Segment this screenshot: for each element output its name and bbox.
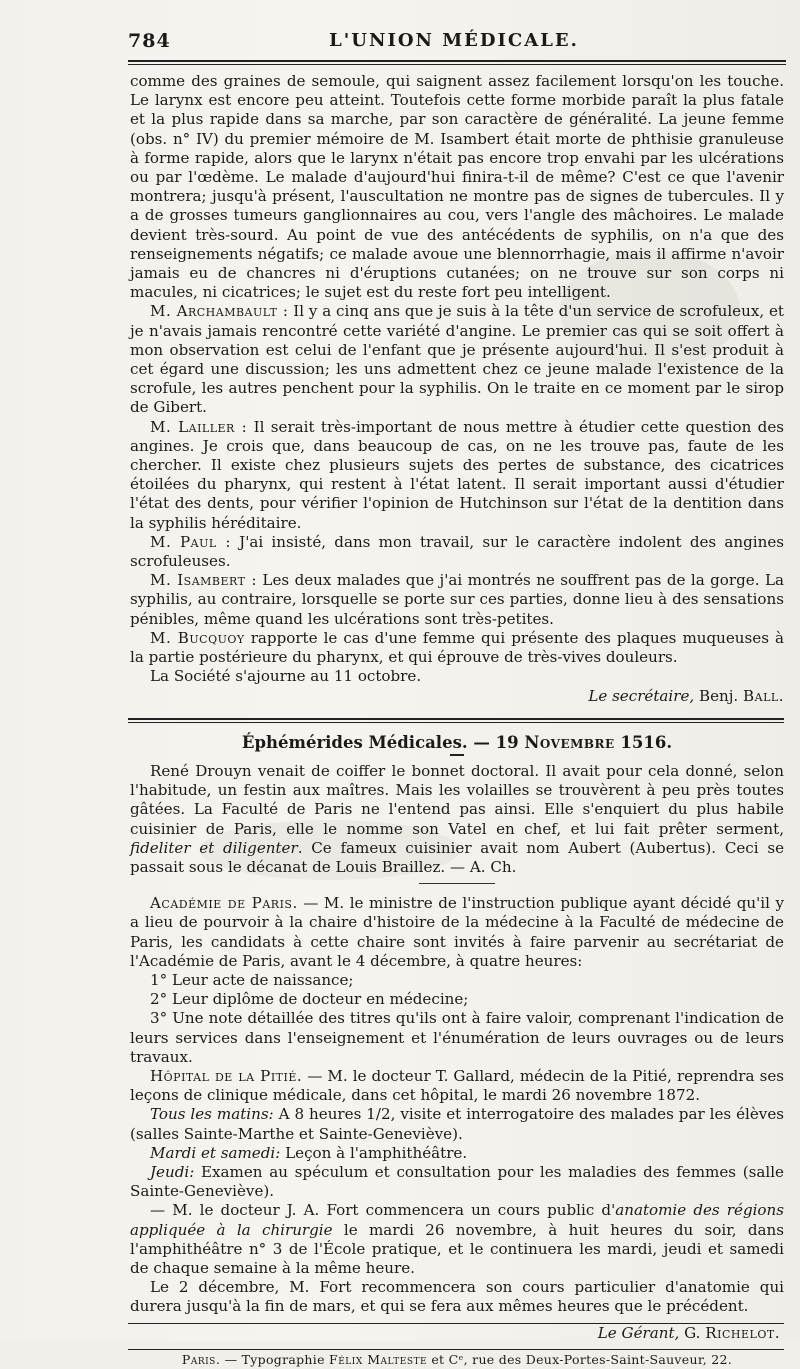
imprint-label: — Typographie bbox=[220, 1351, 330, 1367]
notice-text: — M. le ministre de l'instruction publique ayant décidé qu'il y a lieu de pourvoir à la chaire d'histoire de la médecine à la Faculté de médecine de Paris, les candidats à cette chaire sont invités à faire parvenir au secrétariat de l'Académie de Paris, avant le 4 décembre, à quatre heures: bbox=[130, 894, 784, 970]
short-divider bbox=[419, 883, 495, 884]
gerant-signature bbox=[130, 1324, 784, 1343]
fort-text-start: — M. le docteur J. A. Fort commencera un cours public d' bbox=[150, 1201, 616, 1220]
remark-text: Il serait très-important de nous mettre à étudier cette question des angines. Je crois que, dans beaucoup de cas, on ne les trouve pas, faute de les chercher. Il existe chez plusieurs sujets des pertes de substance, des cicatrices étoilées du pharynx, qui restent à l'état latent. Il serait important aussi d'étudier l'état des dents, pour vérifier l'opinion de Hutchinson sur l'état de la dentition dans la syphilis héréditaire. bbox=[130, 417, 785, 532]
pitie-schedule-jeudi bbox=[130, 1163, 784, 1201]
journal-title: L'UNION MÉDICALE. bbox=[329, 30, 579, 51]
imprint-printer: Félix Malteste bbox=[329, 1351, 428, 1367]
speaker-name: M. Isambert : bbox=[150, 571, 257, 590]
notice-text: — M. le docteur T. Gallard, médecin de la Pitié, reprendra ses leçons de clinique médicale, dans cet hôpital, le mardi 26 novembre 1872. bbox=[130, 1066, 784, 1105]
page-header bbox=[128, 30, 780, 64]
fort-second-notice: Le 2 décembre, M. Fort recommencera son cours particulier d'anatomie qui durera jusqu'à la fin de mars, et qui se fera aux mêmes heures que le précédent. bbox=[130, 1278, 784, 1316]
imprint-city: Paris. bbox=[181, 1351, 221, 1367]
schedule-label: Jeudi: bbox=[150, 1162, 195, 1181]
bucquoy-remark bbox=[130, 629, 784, 667]
schedule-label: Mardi et samedi: bbox=[150, 1143, 281, 1162]
ephemerides-date-prefix: — 19 bbox=[473, 732, 519, 752]
ephemerides-year: 1516. bbox=[620, 732, 673, 752]
ephemerides-text bbox=[130, 762, 784, 877]
signature-name: Ball. bbox=[743, 686, 784, 705]
ephemerides-latin: fideliter et diligenter bbox=[130, 838, 298, 857]
ephemerides-text-start: René Drouyn venait de coiffer le bonnet doctoral. Il avait pour cela donné, selon l'habitude, un festin aux maîtres. Mais les volailles se trouvèrent à peu près toutes gâtées. La Faculté de Paris ne l'entend pas ainsi. Elle s'enquiert du plus habile cuisinier de Paris, elle le nomme son Vatel en chef, et lui fait prêter serment, bbox=[130, 761, 784, 838]
header-rule-thin bbox=[128, 64, 786, 65]
printer-imprint bbox=[130, 1350, 784, 1369]
schedule-text: Examen au spéculum et consultation pour les maladies des femmes (salle Sainte-Geneviève). bbox=[130, 1162, 784, 1201]
signature-role: Le Gérant, bbox=[597, 1323, 680, 1342]
speaker-name: M. Lailler : bbox=[150, 417, 248, 436]
schedule-text: A 8 heures 1/2, visite et interrogatoire des malades par les élèves (salles Sainte-Marthe et Sainte-Geneviève). bbox=[130, 1105, 785, 1143]
section-divider bbox=[128, 718, 784, 723]
pitie-schedule-matins bbox=[130, 1105, 784, 1143]
adjournment-line: La Société s'ajourne au 11 octobre. bbox=[150, 667, 422, 686]
speaker-name: M. Bucquoy bbox=[150, 628, 245, 647]
secretary-signature bbox=[130, 687, 784, 706]
fort-notice bbox=[130, 1201, 784, 1278]
remark-text: J'ai insisté, dans mon travail, sur le caractère indolent des angines scrofuleuses. bbox=[130, 532, 784, 571]
isambert-remark bbox=[130, 571, 784, 629]
header-rule bbox=[128, 60, 786, 62]
fort-text-end: le mardi 26 novembre, à huit heures du soir, dans l'amphithéâtre n° 3 de l'École pratique, et le continuera les mardi, jeudi et samedi de chaque semaine à la même heure. bbox=[130, 1220, 784, 1277]
notice-heading: Académie de Paris. bbox=[150, 894, 298, 913]
page-number: 784 bbox=[128, 30, 171, 52]
academie-item: 2° Leur diplôme de docteur en médecine; bbox=[150, 990, 469, 1009]
ephemerides-heading bbox=[130, 733, 784, 752]
imprint-address: et Cᵉ, rue des Deux-Portes-Saint-Sauveur, 22. bbox=[427, 1351, 733, 1367]
ephemerides-month: Novembre bbox=[524, 732, 615, 752]
paul-remark bbox=[130, 533, 784, 571]
signature-initial: Benj. bbox=[699, 686, 739, 705]
continued-paragraph: comme des graines de semoule, qui saignent assez facilement lorsqu'on les touche. Le larynx est encore peu atteint. Toutefois cette forme morbide paraît la plus fatale et la plus rapide dans sa marche, par son caractère de généralité. La jeune femme (obs. n° IV) du premier mémoire de M. Isambert était morte de phthisie granuleuse à forme rapide, alors que le larynx n'était pas encore trop envahi par les ulcérations ou par l'œdème. Le malade d'aujourd'hui finira-t-il de même? C'est ce que l'avenir montrera; jusqu'à présent, l'auscultation ne montre pas de signes de tubercules. Il y a de grosses tumeurs ganglionnaires au cou, vers l'angle des mâchoires. Le malade devient très-sourd. Au point de vue des antécédents de syphilis, on n'a que des renseignements négatifs; ce malade avoue une blennorrhagie, mais il affirme n'avoir jamais eu de chancres ni d'éruptions cutanées; on ne trouve sur son corps ni macules, ni cicatrices; le sujet est du reste fort peu intelligent. bbox=[130, 72, 784, 302]
schedule-label: Tous les matins: bbox=[150, 1105, 274, 1124]
speaker-name: M. Paul : bbox=[150, 532, 231, 551]
pitie-schedule-mardi bbox=[130, 1144, 784, 1163]
remark-text: Il y a cinq ans que je suis à la tête d'un service de scrofuleux, et je n'avais jamais rencontré cette variété d'angine. Le premier cas qui se soit offert à mon observation est celui de l'enfant que je présente aujourd'hui. Il s'est produit à cet égard une discussion; les uns admettent chez ce jeune malade l'existence de la scrofule, les autres penchent pour la syphilis. On le traite en ce moment par le sirop de Gibert. bbox=[130, 302, 784, 417]
fort-course-title: anatomie des régions appliquée à la chirurgie bbox=[130, 1201, 784, 1239]
notice-heading: Hôpital de la Pitié. bbox=[150, 1066, 303, 1085]
ephemerides-text-end: . Ce fameux cuisinier avait nom Aubert (Aubertus). Ceci se passait sous le décanat de Louis Braillez. — A. Ch. bbox=[130, 838, 784, 876]
archambault-remark bbox=[130, 302, 784, 417]
academie-item: 3° Une note détaillée des titres qu'ils ont à faire valoir, comprenant l'indication de leurs services dans l'enseignement et l'énumération de leurs ouvrages ou de leurs travaux. bbox=[130, 1009, 784, 1066]
academie-item: 1° Leur acte de naissance; bbox=[150, 970, 354, 989]
heading-dash bbox=[450, 754, 464, 756]
remark-text: Les deux malades que j'ai montrés ne souffrent pas de la gorge. La syphilis, au contraire, lorsquelle se porte sur ces parties, donne lieu à des sensations pénibles, même quand les ulcérations sont très-petites. bbox=[130, 571, 784, 628]
ephemerides-title: Éphémérides Médicales. bbox=[241, 732, 468, 752]
remark-text: rapporte le cas d'une femme qui présente des plaques muqueuses à la partie postérieure du pharynx, et qui éprouve de très-vives douleurs. bbox=[130, 628, 784, 667]
schedule-text: Leçon à l'amphithéâtre. bbox=[280, 1143, 468, 1162]
academie-notice bbox=[130, 894, 784, 971]
signature-name: Richelot. bbox=[705, 1323, 780, 1342]
signature-role: Le secrétaire, bbox=[588, 686, 695, 705]
speaker-name: M. Archambault : bbox=[150, 302, 289, 321]
page-body bbox=[130, 72, 784, 1369]
signature-initial: G. bbox=[684, 1323, 701, 1342]
lailler-remark bbox=[130, 418, 784, 533]
pitie-notice bbox=[130, 1067, 784, 1105]
